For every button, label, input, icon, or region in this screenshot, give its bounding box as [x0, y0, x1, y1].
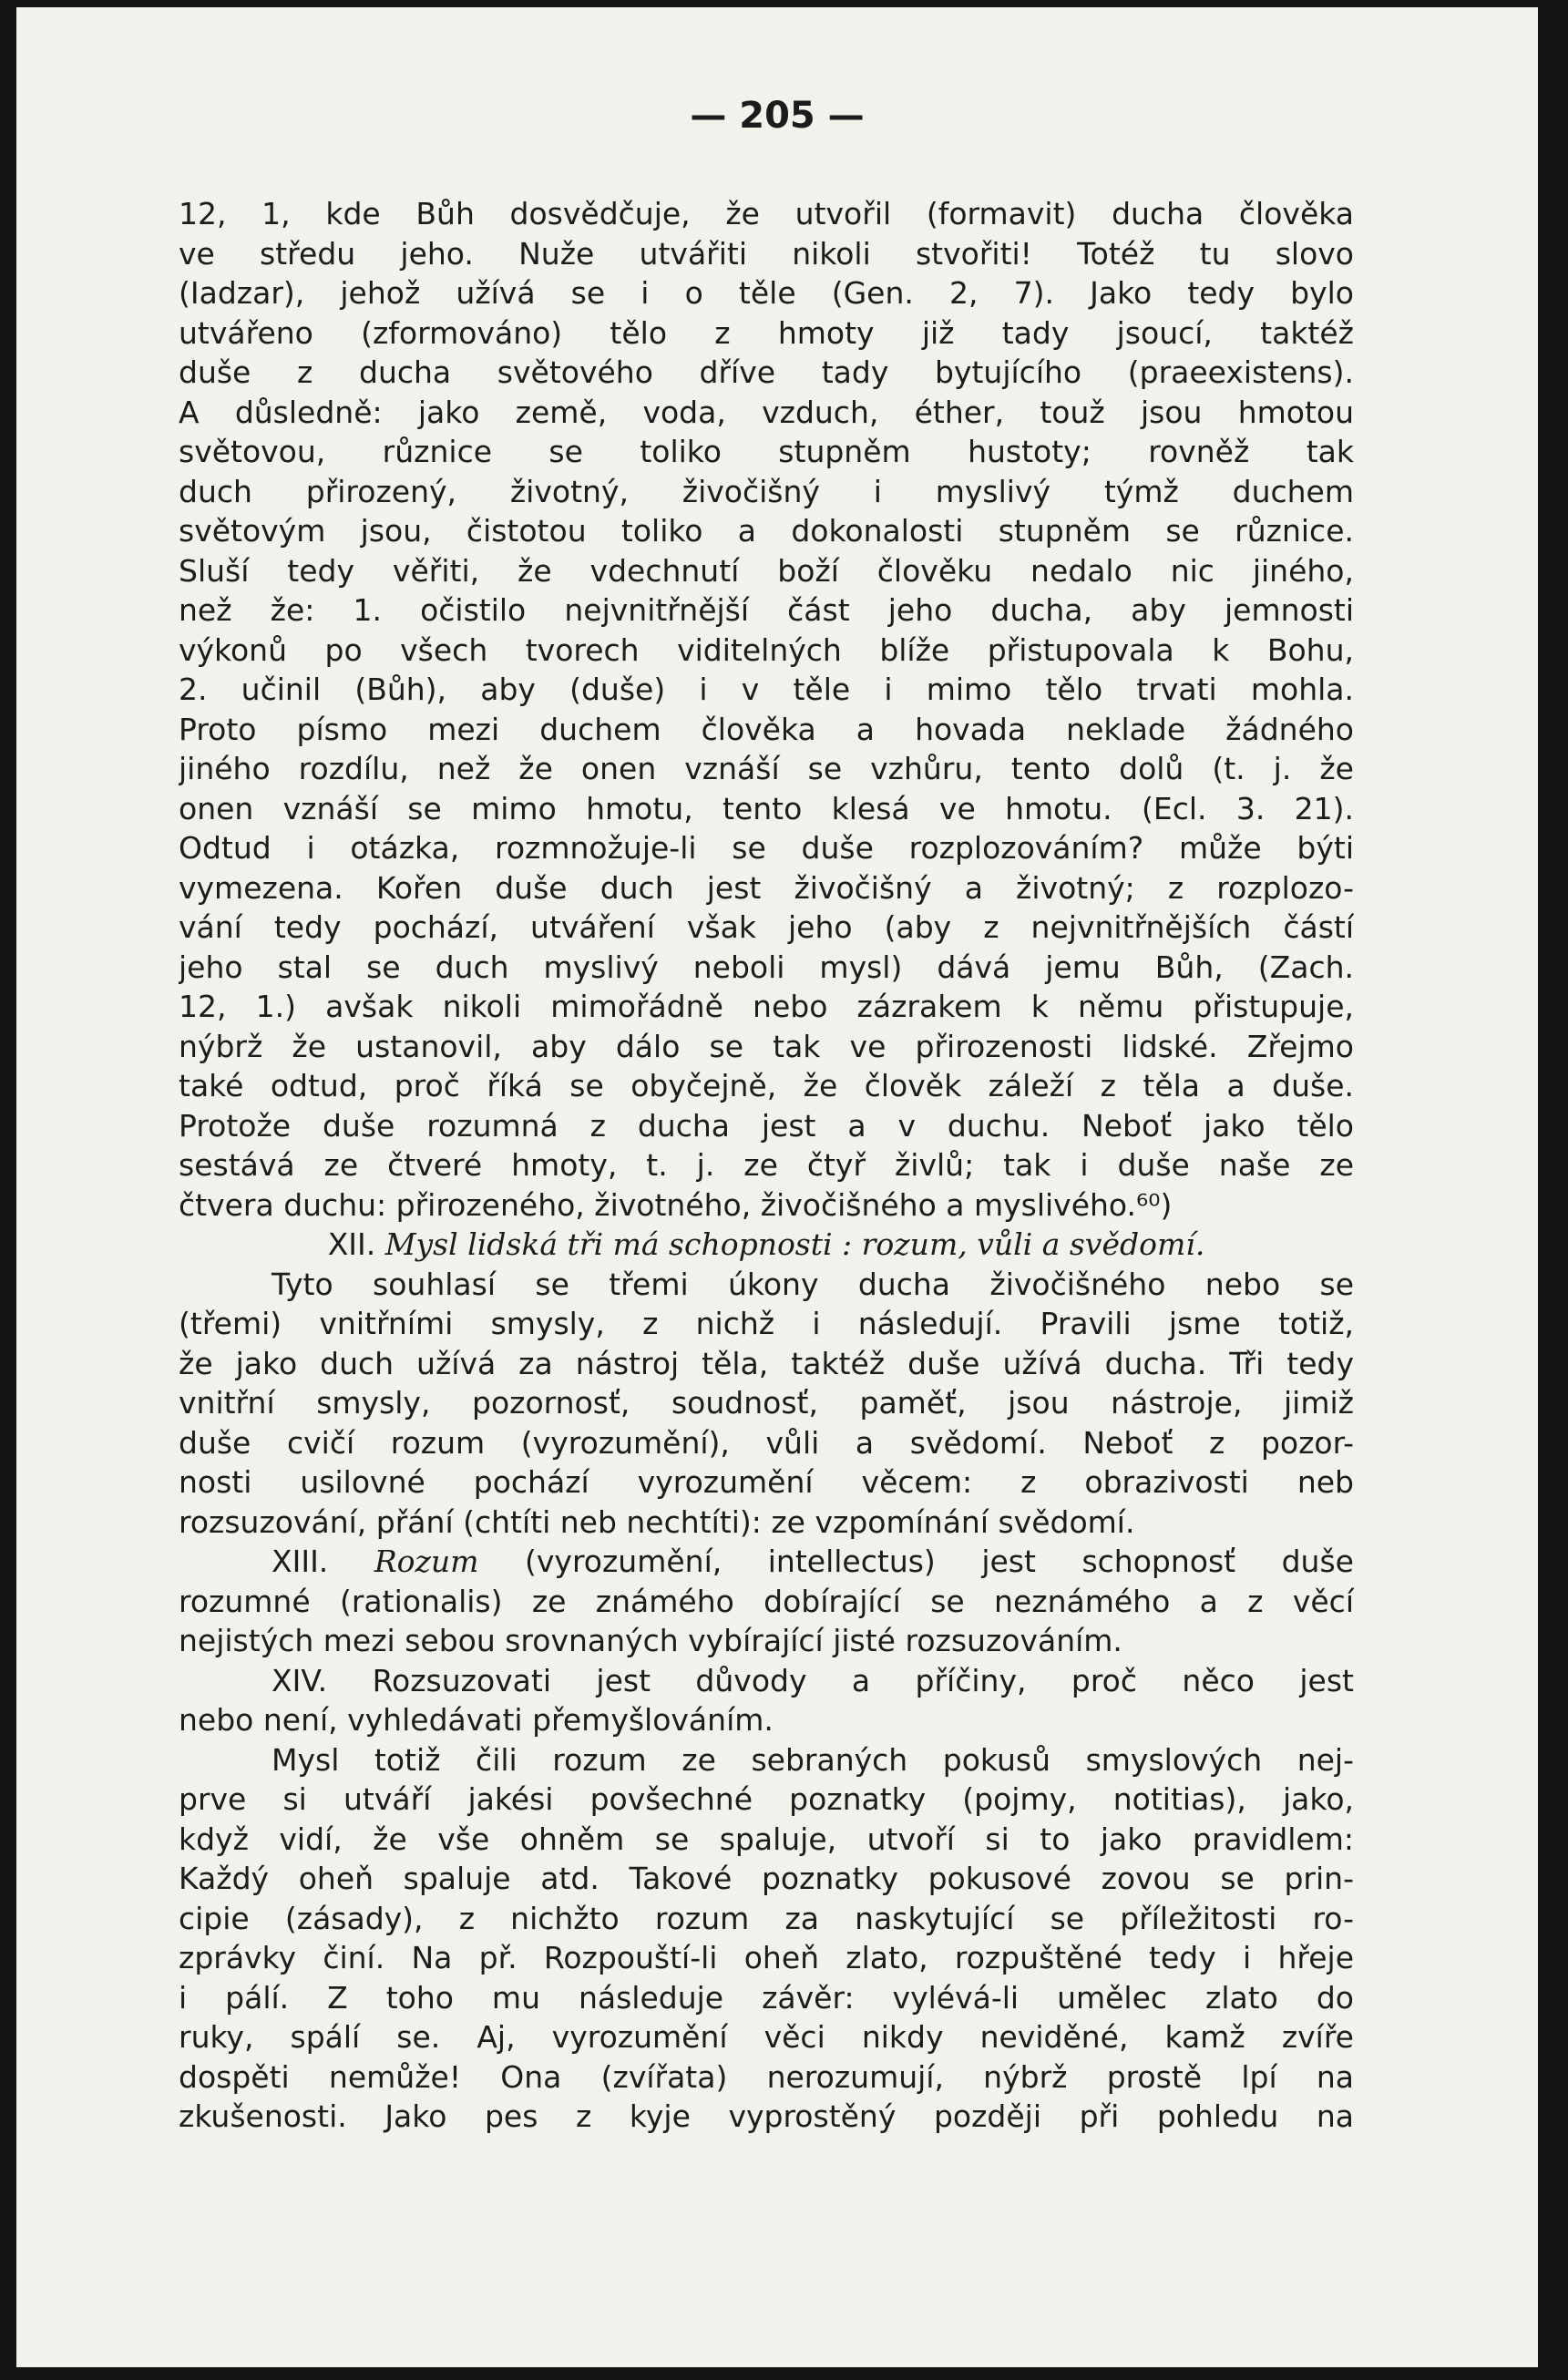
text-line: ve středu jeho. Nuže utvářiti nikoli stvořiti! Totéž tu slovo: [179, 235, 1354, 272]
text-line: sestává ze čtveré hmoty, t. j. ze čtyř živlů; tak i duše naše ze: [179, 1147, 1354, 1183]
text-line: než že: 1. očistilo nejvnitřnější část jeho ducha, aby jemnosti: [179, 592, 1354, 628]
page-number: — 205 —: [690, 95, 865, 137]
text-line: 12, 1.) avšak nikoli mimořádně nebo zázrakem k němu přistupuje,: [179, 989, 1354, 1024]
text-line: zkušenosti. Jako pes z kyje vyprostěný později při pohledu na: [179, 2098, 1354, 2134]
text-line: rozumné (rationalis) ze známého dobírající se neznámého a z věcí: [179, 1583, 1354, 1619]
text-line: Protože duše rozumná z ducha jest a v duchu. Neboť jako tělo: [179, 1107, 1354, 1144]
text-line: vání tedy pochází, utváření však jeho (aby z nejvnitřnějších částí: [179, 909, 1354, 945]
text-line: prve si utváří jakési povšechné poznatky (pojmy, notitias), jako,: [179, 1781, 1354, 1817]
text-line: že jako duch užívá za nástroj těla, taktéž duše užívá ducha. Tři tedy: [179, 1345, 1354, 1381]
text-line: jeho stal se duch myslivý neboli mysl) dává jemu Bůh, (Zach.: [179, 949, 1354, 985]
section-heading-xii: [179, 1225, 1354, 1265]
text-line: i pálí. Z toho mu následuje závěr: vylévá-li umělec zlato do: [179, 1979, 1354, 2016]
text-line: Sluší tedy věřiti, že vdechnutí boží člověku nedalo nic jiného,: [179, 552, 1354, 589]
text-line: utvářeno (zformováno) tělo z hmoty již tady jsoucí, taktéž: [179, 314, 1354, 351]
section-heading-xiii: [179, 1542, 1354, 1582]
text-line: (třemi) vnitřními smysly, z nichž i následují. Pravili jsme totiž,: [179, 1306, 1354, 1341]
section-numeral: XII.: [327, 1226, 376, 1262]
text-line: vymezena. Kořen duše duch jest živočišný a životný; z rozplozo-: [179, 869, 1354, 906]
text-line: Tyto souhlasí se třemi úkony ducha živočišného nebo se: [272, 1266, 1354, 1302]
text-line: také odtud, proč říká se obyčejně, že člověk záleží z těla a duše.: [179, 1068, 1354, 1103]
text-line: když vidí, že vše ohněm se spaluje, utvoří si to jako pravidlem:: [179, 1821, 1354, 1857]
text-line: vnitřní smysly, pozornosť, soudnosť, paměť, jsou nástroje, jimiž: [179, 1385, 1354, 1421]
text-line: zprávky činí. Na př. Rozpouští-li oheň zlato, rozpuštěné tedy i hřeje: [179, 1940, 1354, 1975]
text-line: (Iadzar), jehož užívá se i o těle (Gen. 2, 7). Jako tedy bylo: [179, 275, 1354, 311]
section-definition: (vyrozumění, intellectus) jest schopnosť duše: [525, 1544, 1354, 1579]
text-line: cipie (zásady), z nichžto rozum za naskytující se příležitosti ro-: [179, 1900, 1354, 1936]
text-line: nebo není, vyhledávati přemyšlováním.: [179, 1702, 774, 1738]
book-page: [16, 7, 1538, 2367]
text-line: Proto písmo mezi duchem člověka a hovada neklade žádného: [179, 711, 1354, 747]
text-line: Každý oheň spaluje atd. Takové poznatky pokusové zovou se prin-: [179, 1861, 1354, 1896]
text-line: nosti usilovné pochází vyrozumění věcem: z obrazivosti neb: [179, 1464, 1354, 1500]
section-term: Rozum: [374, 1544, 479, 1579]
text-line: A důsledně: jako země, voda, vzduch, éther, touž jsou hmotou: [179, 394, 1354, 430]
text-line: 12, 1, kde Bůh dosvědčuje, že utvořil (formavit) ducha člověka: [179, 196, 1354, 231]
text-line: Odtud i otázka, rozmnožuje-li se duše rozplozováním? může býti: [179, 830, 1354, 866]
text-line: duch přirozený, životný, živočišný i myslivý týmž duchem: [179, 473, 1354, 509]
text-line: světovou, různice se toliko stupněm hustoty; rovněž tak: [179, 434, 1354, 469]
text-line: jiného rozdílu, než že onen vznáší se vzhůru, tento dolů (t. j. že: [179, 751, 1354, 786]
section-heading-xiv: XIV. Rozsuzovati jest důvody a příčiny, proč něco jest: [272, 1662, 1354, 1698]
text-line: světovým jsou, čistotou toliko a dokonalosti stupněm se různice.: [179, 513, 1354, 549]
section-numeral: XIII.: [272, 1544, 329, 1579]
text-line: duše cvičí rozum (vyrozumění), vůli a svědomí. Neboť z pozor-: [179, 1424, 1354, 1461]
text-line: nýbrž že ustanovil, aby dálo se tak ve přirozenosti lidské. Zřejmo: [179, 1028, 1354, 1064]
text-line: duše z ducha světového dříve tady bytujícího (praeexistens).: [179, 354, 1354, 390]
text-line: čtvera duchu: přirozeného, životného, živočišného a myslivého.⁶⁰): [179, 1186, 1173, 1223]
text-line: rozsuzování, přání (chtíti neb nechtíti): ze vzpomínání svědomí.: [179, 1503, 1135, 1540]
text-line: onen vznáší se mimo hmotu, tento klesá ve hmotu. (Ecl. 3. 21).: [179, 790, 1354, 826]
section-title: Mysl lidská tři má schopnosti : rozum, vůli a svědomí.: [384, 1226, 1205, 1262]
text-line: ruky, spálí se. Aj, vyrozumění věci nikdy neviděné, kamž zvíře: [179, 2019, 1354, 2055]
text-line: dospěti nemůže! Ona (zvířata) nerozumují, nýbrž prostě lpí na: [179, 2058, 1354, 2095]
text-line: 2. učinil (Bůh), aby (duše) i v těle i mimo tělo trvati mohla.: [179, 672, 1354, 707]
text-line: Mysl totiž čili rozum ze sebraných pokusů smyslových nej-: [272, 1741, 1354, 1778]
text-line: nejistých mezi sebou srovnaných vybírající jisté rozsuzováním.: [179, 1623, 1122, 1658]
text-line: výkonů po všech tvorech viditelných blíže přistupovala k Bohu,: [179, 631, 1354, 668]
body-text: [179, 194, 1354, 2137]
